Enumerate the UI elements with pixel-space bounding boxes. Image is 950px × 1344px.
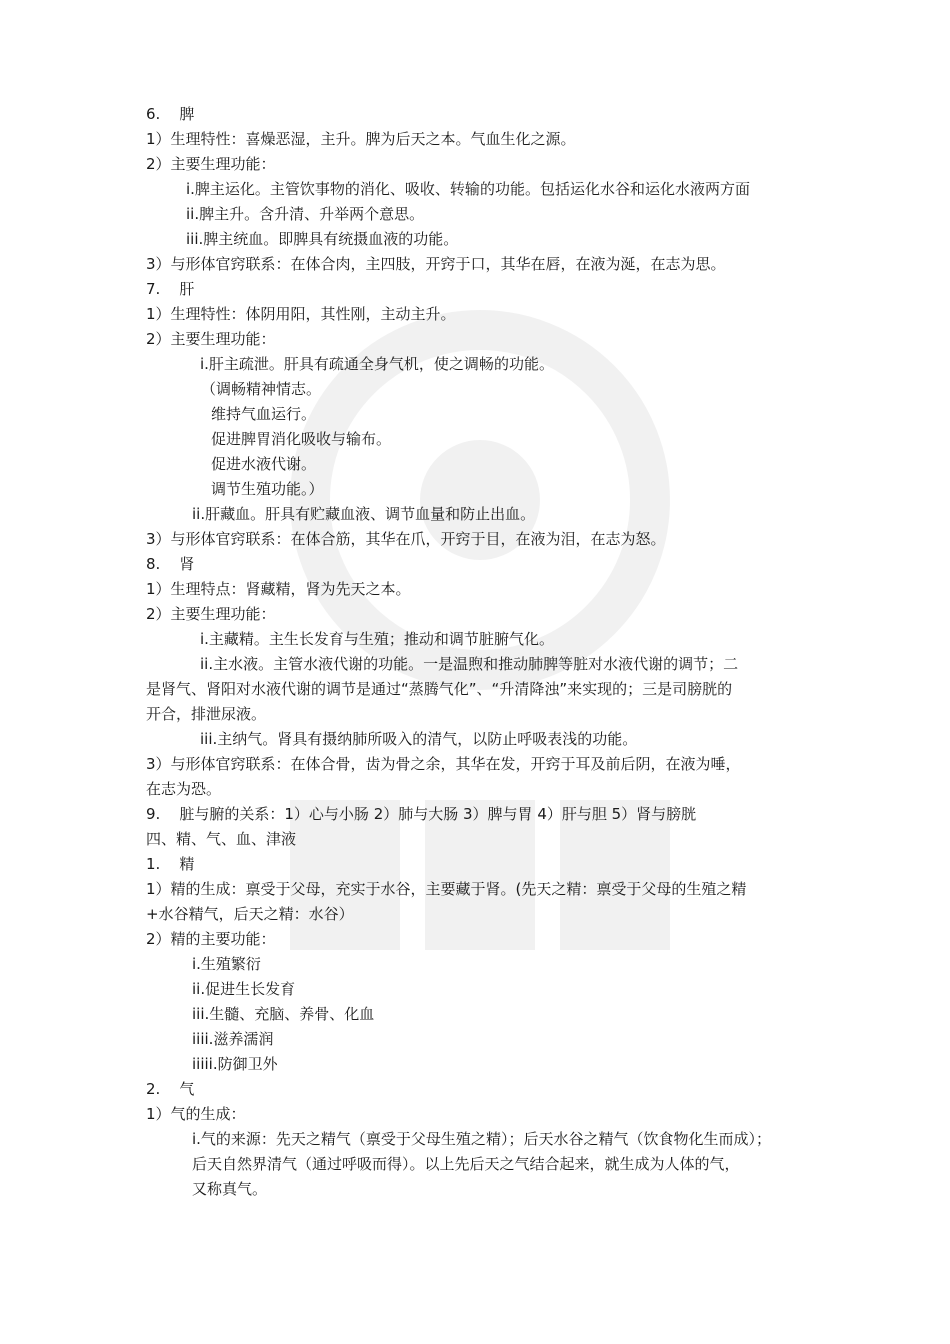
list-item: iiiii.防御卫外: [192, 1055, 278, 1073]
text-line: 2）主要生理功能：: [146, 330, 276, 348]
text-line: 在志为恐。: [146, 780, 222, 798]
list-item: ii.脾主升。含升清、升举两个意思。: [186, 205, 425, 223]
text-line: 1）生理特点：肾藏精，肾为先天之本。: [146, 580, 411, 598]
text-line: 调节生殖功能。）: [211, 480, 324, 498]
heading-zang-fu: 9. 脏与腑的关系：1）心与小肠 2）肺与大肠 3）脾与胃 4）肝与胆 5）肾与膀胱: [146, 805, 697, 823]
list-item: iiii.滋养濡润: [192, 1030, 274, 1048]
list-item: i.气的来源：先天之精气（禀受于父母生殖之精）；后天水谷之精气（饮食物化生而成）；: [192, 1130, 771, 1148]
text-line: 1）生理特性：体阴用阳，其性刚，主动主升。: [146, 305, 456, 323]
heading-qi: 2. 气: [146, 1080, 195, 1098]
text-line: 开合，排泄尿液。: [146, 705, 267, 723]
text-line: 1）气的生成：: [146, 1105, 246, 1123]
text-line: （调畅精神情志。: [201, 380, 322, 398]
text-line: 又称真气。: [192, 1180, 268, 1198]
list-item: i.肝主疏泄。肝具有疏通全身气机，使之调畅的功能。: [200, 355, 554, 373]
text-line: 后天自然界清气（通过呼吸而得）。以上先后天之气结合起来，就生成为人体的气，: [192, 1155, 740, 1173]
text-line: 促进水液代谢。: [211, 455, 317, 473]
text-line: 3）与形体官窍联系：在体合筋，其华在爪，开窍于目，在液为泪，在志为怒。: [146, 530, 666, 548]
list-item: iii.脾主统血。即脾具有统摄血液的功能。: [186, 230, 459, 248]
list-item: ii.肝藏血。肝具有贮藏血液、调节血量和防止出血。: [192, 505, 536, 523]
text-line: 2）精的主要功能：: [146, 930, 276, 948]
text-line: 3）与形体官窍联系：在体合骨，齿为骨之余，其华在发，开窍于耳及前后阴，在液为唾，: [146, 755, 741, 773]
text-line: 1）生理特性：喜燥恶湿，主升。脾为后天之本。气血生化之源。: [146, 130, 576, 148]
list-item: iii.主纳气。肾具有摄纳肺所吸入的清气，以防止呼吸表浅的功能。: [200, 730, 638, 748]
list-item: i.脾主运化。主管饮事物的消化、吸收、转输的功能。包括运化水谷和运化水液两方面: [186, 180, 750, 198]
text-line: 是肾气、肾阳对水液代谢的调节是通过“蒸腾气化”、“升清降浊”来实现的；三是司膀胱的: [146, 680, 733, 698]
text-line: 促进脾胃消化吸收与输布。: [211, 430, 392, 448]
list-item: i.主藏精。主生长发育与生殖；推动和调节脏腑气化。: [200, 630, 554, 648]
list-item: ii.主水液。主管水液代谢的功能。一是温煦和推动肺脾等脏对水液代谢的调节；二: [200, 655, 739, 673]
text-line: 2）主要生理功能：: [146, 155, 276, 173]
text-line: 3）与形体官窍联系：在体合肉，主四肢，开窍于口，其华在唇，在液为涎，在志为思。: [146, 255, 726, 273]
heading-kidney: 8. 肾: [146, 555, 195, 573]
heading-liver: 7. 肝: [146, 280, 195, 298]
heading-spleen: 6. 脾: [146, 105, 195, 123]
text-line: 2）主要生理功能：: [146, 605, 276, 623]
text-line: 1）精的生成：禀受于父母，充实于水谷，主要藏于肾。(先天之精：禀受于父母的生殖之精: [146, 880, 747, 898]
list-item: ii.促进生长发育: [192, 980, 296, 998]
text-line: 维持气血运行。: [211, 405, 317, 423]
list-item: i.生殖繁衍: [192, 955, 261, 973]
list-item: iii.生髓、充脑、养骨、化血: [192, 1005, 375, 1023]
section-heading: 四、精、气、血、津液: [146, 830, 297, 848]
text-line: +水谷精气，后天之精：水谷）: [146, 905, 354, 923]
heading-essence: 1. 精: [146, 855, 195, 873]
